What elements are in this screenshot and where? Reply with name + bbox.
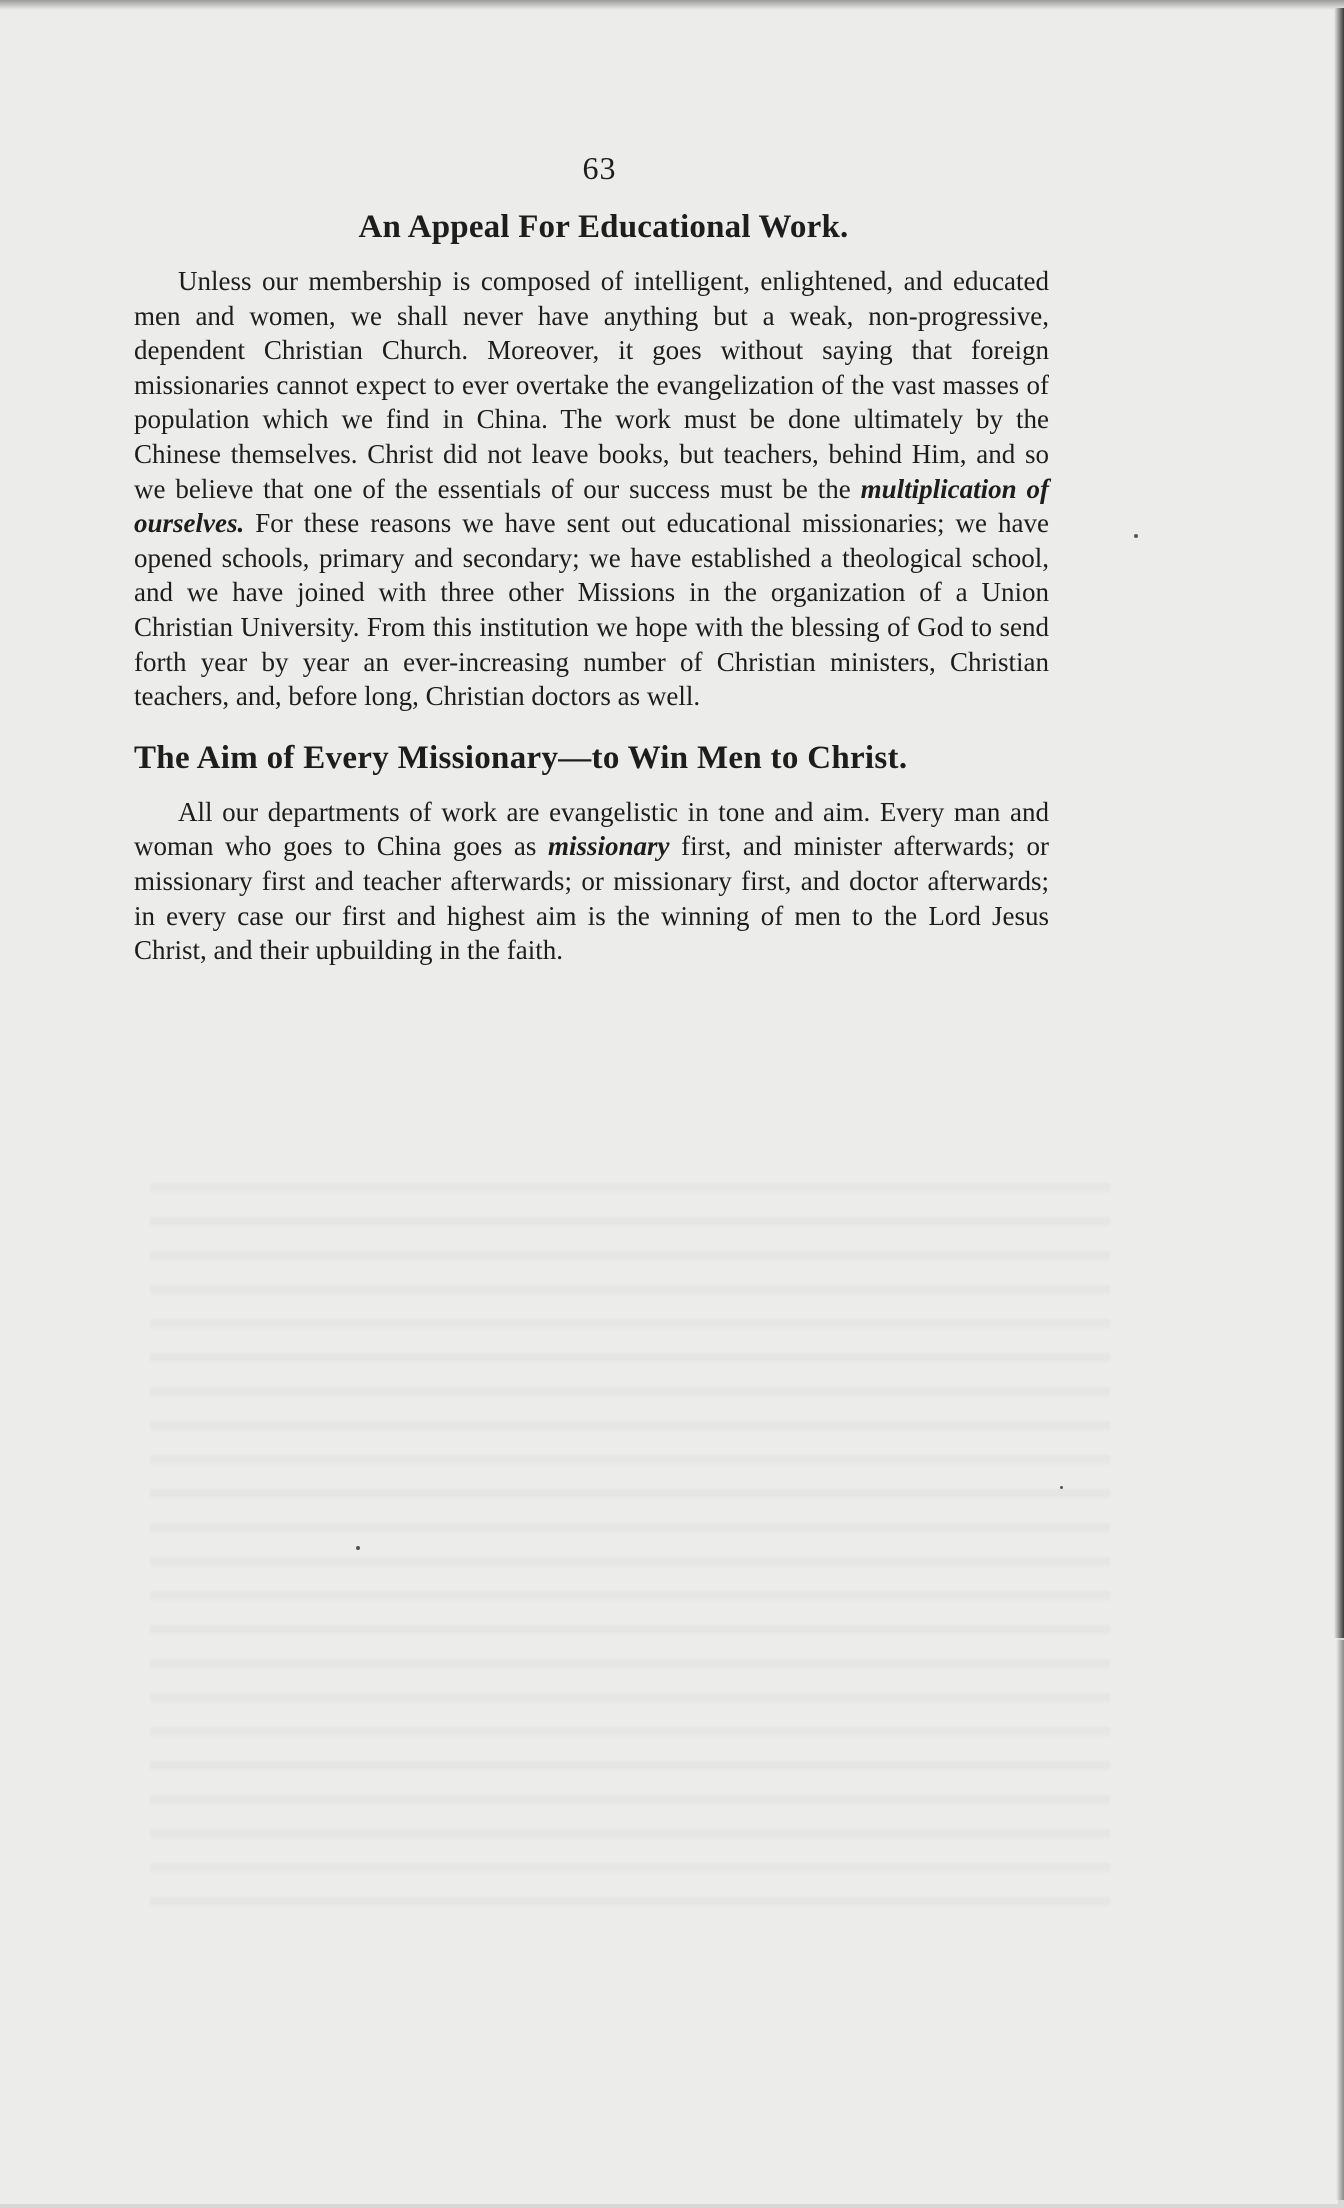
section-heading-educational-work: An Appeal For Educational Work. (358, 209, 849, 245)
paragraph-aim-of-missionary (134, 795, 1049, 968)
page-right-edge-lower (1336, 1640, 1344, 2200)
page-content (134, 150, 1049, 968)
page-right-edge-shadow (1334, 8, 1344, 1638)
bleed-through-texture (150, 1160, 1110, 1920)
paragraph-text: All our departments of work are evangelistic in tone and aim. Every man and woman who goes to China goes as (134, 796, 1049, 862)
section-heading-aim-of-missionary: The Aim of Every Missionary—to Win Men to Christ. (134, 739, 908, 776)
paragraph-text: Unless our membership is composed of intelligent, enlightened, and educated men and women, we shall never have anything but a weak, non-progressive, dependent Christian Church. Moreover, it goes without saying that foreign missionaries cannot expect to ever overtake the evangelization of the vast masses of population which we find in China. The work must be done ultimately by the Chinese themselves. Christ did not leave books, but teachers, behind Him, and so we believe that one of the essentials of our success must be the (134, 266, 1049, 504)
paragraph-text: first, and minister afterwards; or missionary first and teacher afterwards; or missionary first, and doctor afterwards; in every case our first and highest aim is the winning of men to the Lord Jesus Christ, and their upbuilding in the faith. (134, 831, 1050, 966)
paragraph-educational-work (134, 264, 1049, 714)
page-number: 63 (582, 150, 617, 186)
paragraph-text: For these reasons we have sent out educational missionaries; we have opened schools, primary and secondary; we have established a theological school, and we have joined with three other Missions in the organization of a Union Christian University. From this institution we hope with the blessing of God to send forth year by year an ever-increasing number of Christian ministers, Christian teachers, and, before long, Christian doctors as well. (134, 508, 1049, 712)
dust-speck (1060, 1486, 1063, 1489)
dust-speck (1134, 534, 1138, 538)
emphasis-text: multiplication of ourselves. (134, 473, 1049, 539)
emphasis-text: missionary (547, 831, 670, 862)
page-top-edge (0, 0, 1344, 10)
dust-speck (356, 1546, 360, 1550)
